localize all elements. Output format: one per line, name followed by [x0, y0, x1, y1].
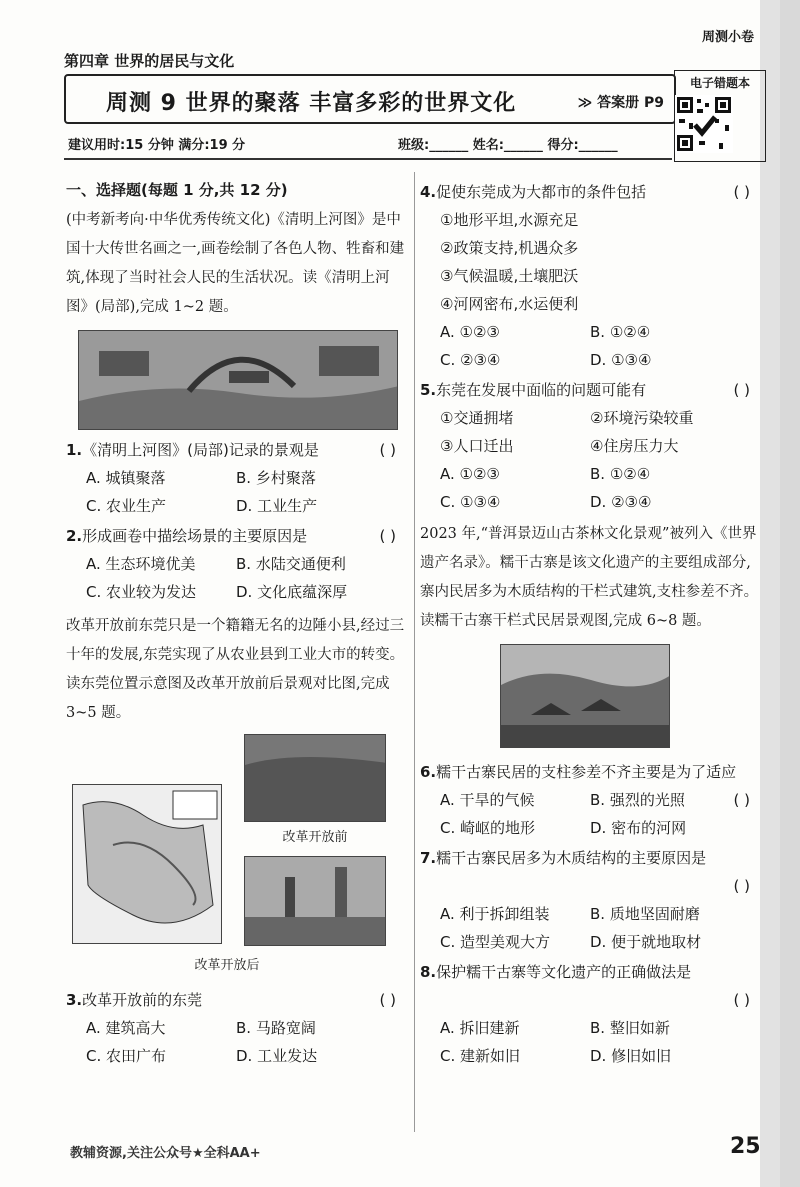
option[interactable]: D. 密布的河网	[590, 819, 687, 837]
question-8-options	[440, 1014, 760, 1070]
option[interactable]: C. 造型美观大方	[440, 933, 551, 951]
question-5: 5.东莞在发展中面临的问题可能有 ( ) ①交通拥堵 ②环境污染较重 ③人口迁出 ④住房压力大 A. ①②③ B. ①②④ C. ①③④ D. ②③④	[420, 376, 760, 516]
section-title: 一、选择题(每题 1 分,共 12 分)	[66, 181, 288, 199]
question-8: 8.保护糯干古寨等文化遗产的正确做法是 ( ) A. 拆旧建新 B. 整旧如新 C. 建新如旧 D. 修旧如旧	[420, 958, 760, 1070]
question-4: 4.促使东莞成为大都市的条件包括 ( ) ①地形平坦,水源充足 ②政策支持,机遇众多 ③气候温暖,土壤肥沃 ④河网密布,水运便利 A. ①②③ B. ①②④ C. ②③④ D. ①③④	[420, 178, 760, 374]
question-6-options	[440, 786, 734, 842]
nuogan-village-photo	[500, 644, 670, 748]
question-6: 6.糯干古寨民居的支柱参差不齐主要是为了适应 ( ) A. 干旱的气候 B. 强烈的光照 C. 崎岖的地形 D. 密布的河网	[420, 758, 760, 842]
option[interactable]: C. 农业较为发达	[86, 583, 197, 601]
option[interactable]: D. ②③④	[590, 493, 652, 511]
option[interactable]: C. 崎岖的地形	[440, 819, 536, 837]
page-edge	[760, 0, 780, 1187]
page-number: 25	[730, 1134, 761, 1159]
student-fields[interactable]: 班级:______ 姓名:______ 得分:______	[398, 138, 618, 153]
question-5-items: ①交通拥堵 ②环境污染较重 ③人口迁出 ④住房压力大	[440, 409, 694, 455]
question-3: 3.改革开放前的东莞 ( ) A. 建筑高大 B. 马路宽阔 C. 农田广布 D. 工业发达	[66, 986, 406, 1070]
intro-1-2: (中考新考向·中华优秀传统文化)《清明上河图》是中国十大传世名画之一,画卷绘制了各色人物、牲畜和建筑,体现了当时社会人民的生活状况。读《清明上河图》(局部),完成 1~2 题。	[66, 212, 405, 315]
option[interactable]: B. 水陆交通便利	[236, 555, 346, 573]
option[interactable]: A. 生态环境优美	[86, 555, 196, 573]
dongguan-location-map	[72, 784, 222, 944]
option[interactable]: C. ②③④	[440, 351, 501, 369]
question-7: 7.糯干古寨民居多为木质结构的主要原因是 ( ) A. 利于拆卸组装 B. 质地坚固耐磨 C. 造型美观大方 D. 便于就地取材	[420, 844, 760, 956]
corner-tag: 周测小卷	[701, 30, 754, 45]
option[interactable]: B. 整旧如新	[590, 1019, 670, 1037]
before-reform-caption: 改革开放前	[282, 830, 348, 845]
option[interactable]: A. 拆旧建新	[440, 1019, 520, 1037]
question-7-options	[440, 900, 760, 956]
qr-box[interactable]	[674, 70, 766, 162]
question-1: 1.《清明上河图》(局部)记录的景观是 ( ) A. 城镇聚落 B. 乡村聚落 C. 农业生产 D. 工业生产	[66, 436, 406, 520]
question-4-options	[440, 318, 760, 374]
footer-text: 教辅资源,关注公众号★全科AA+	[70, 1146, 261, 1161]
option[interactable]: D. 工业生产	[236, 497, 318, 515]
option[interactable]: C. ①③④	[440, 493, 501, 511]
qr-code-icon[interactable]	[675, 95, 733, 153]
time-info: 建议用时:15 分钟 满分:19 分	[68, 138, 246, 153]
right-column	[420, 176, 760, 1070]
question-4-items: ①地形平坦,水源充足 ②政策支持,机遇众多 ③气候温暖,土壤肥沃 ④河网密布,水运便利	[440, 211, 579, 313]
after-reform-photo	[244, 856, 386, 946]
option[interactable]: C. 农田广布	[86, 1047, 167, 1065]
info-line	[68, 134, 668, 153]
option[interactable]: A. ①②③	[440, 465, 500, 483]
option[interactable]: B. 马路宽阔	[236, 1019, 316, 1037]
option[interactable]: B. 强烈的光照	[590, 791, 685, 809]
option[interactable]: B. 乡村聚落	[236, 469, 316, 487]
left-column	[66, 176, 406, 1070]
option[interactable]: A. ①②③	[440, 323, 500, 341]
option[interactable]: A. 干旱的气候	[440, 791, 535, 809]
option[interactable]: D. 修旧如旧	[590, 1047, 672, 1065]
option[interactable]: A. 城镇聚落	[86, 469, 166, 487]
option[interactable]: D. 工业发达	[236, 1047, 318, 1065]
option[interactable]: D. 便于就地取材	[590, 933, 702, 951]
qingming-painting-image	[78, 330, 398, 430]
option[interactable]: D. 文化底蕴深厚	[236, 583, 348, 601]
dongguan-figures	[66, 734, 406, 964]
option[interactable]: B. 质地坚固耐磨	[590, 905, 700, 923]
title-box	[64, 74, 676, 124]
answer-reference: ≫ 答案册 P9	[577, 95, 664, 111]
option[interactable]: A. 利于拆卸组装	[440, 905, 550, 923]
intro-3-5: 改革开放前东莞只是一个籍籍无名的边陲小县,经过三十年的发展,东莞实现了从农业县到工业大市的转变。读东莞位置示意图及改革开放前后景观对比图,完成 3~5 题。	[66, 618, 405, 721]
question-3-options	[86, 1014, 406, 1070]
question-2: 2.形成画卷中描绘场景的主要原因是 ( ) A. 生态环境优美 B. 水陆交通便利 C. 农业较为发达 D. 文化底蕴深厚	[66, 522, 406, 606]
option[interactable]: C. 建新如旧	[440, 1047, 521, 1065]
option[interactable]: A. 建筑高大	[86, 1019, 166, 1037]
chapter-title: 第四章 世界的居民与文化	[64, 52, 235, 70]
qr-label: 电子错题本	[689, 76, 750, 90]
page-title: 周测 9 世界的聚落 丰富多彩的世界文化	[106, 91, 517, 116]
question-5-options	[440, 460, 760, 516]
question-1-options	[86, 464, 406, 520]
after-reform-caption: 改革开放后	[194, 958, 260, 973]
intro-6-8: 2023 年,“普洱景迈山古茶林文化景观”被列入《世界遗产名录》。糯干古寨是该文化遗产的主要组成部分,寨内民居多为木质结构的干栏式建筑,支柱参差不齐。读糯干古寨干栏式民居景观图,完成 6~8 题。	[420, 526, 759, 629]
question-2-options	[86, 550, 406, 606]
divider	[64, 158, 672, 160]
option[interactable]: C. 农业生产	[86, 497, 167, 515]
column-divider	[414, 172, 415, 1132]
option[interactable]: B. ①②④	[590, 323, 651, 341]
option[interactable]: B. ①②④	[590, 465, 651, 483]
option[interactable]: D. ①③④	[590, 351, 652, 369]
before-reform-photo	[244, 734, 386, 822]
